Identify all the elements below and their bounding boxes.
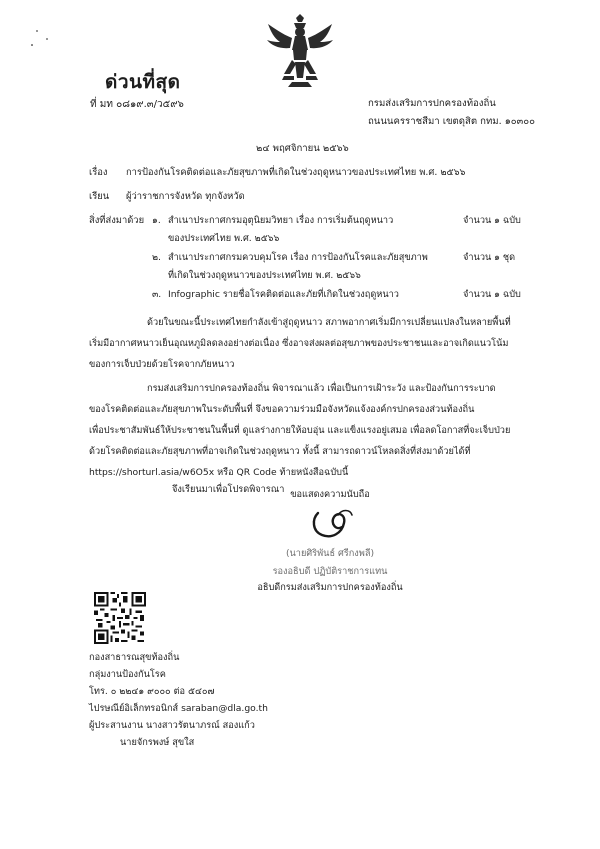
footer-coordinator: นายจักรพงษ์ สุขใส: [120, 737, 195, 748]
enclosure-text: ของประเทศไทย พ.ศ. ๒๕๖๖: [168, 233, 280, 244]
paragraph-background: [89, 312, 559, 375]
recipient-text: ผู้ว่าราชการจังหวัด ทุกจังหวัด: [125, 191, 245, 202]
footer-group: กลุ่มงานป้องกันโรค: [89, 669, 166, 680]
recipient-line: [89, 191, 245, 203]
scan-speck: [46, 38, 48, 40]
paragraph-line: เริ่มมีอากาศหนาวเย็นอุณหภูมิลดลงอย่างต่อเนื่อง ซึ่งอาจส่งผลต่อสุขภาพของประชาชนและอาจเกิดแนวโน้ม: [89, 338, 509, 349]
paragraph-line: ด้วยในขณะนี้ประเทศไทยกำลังเข้าสู่ฤดูหนาว สภาพอากาศเริ่มมีการเปลี่ยนแปลงในหลายพื้นที่: [147, 317, 511, 328]
paragraph-request: [89, 378, 559, 483]
closing-line: จึงเรียนมาเพื่อโปรดพิจารณา: [172, 484, 285, 495]
subject-text: การป้องกันโรคติดต่อและภัยสุขภาพที่เกิดในช่วงฤดูหนาวของประเทศไทย พ.ศ. ๒๕๖๖: [125, 167, 466, 178]
enclosure-num: ๑.: [152, 215, 161, 226]
paragraph-line: เพื่อประชาสัมพันธ์ให้ประชาชนในพื้นที่ ดูแลร่างกายให้อบอุ่น และแข็งแรงอยู่เสมอ เพื่อลดโอกาสที่จะเจ็บป่วย: [89, 425, 511, 436]
footer-phone: โทร. ๐ ๒๒๔๑ ๙๐๐๐ ต่อ ๕๔๐๗: [89, 686, 215, 697]
subject-line: [89, 167, 466, 179]
garuda-emblem-icon: [266, 14, 334, 88]
paragraph-line: https://shorturl.asia/w6O5x หรือ QR Code ท้ายหนังสือฉบับนี้: [89, 467, 349, 478]
paragraph-line: กรมส่งเสริมการปกครองท้องถิ่น พิจารณาแล้ว เพื่อเป็นการเฝ้าระวัง และป้องกันการระบาด: [147, 383, 496, 394]
signatory-name: (นายศิริพันธ์ ศรีกงพลี): [285, 548, 375, 559]
sender-address: ถนนนครราชสีมา เขตดุสิต กทม. ๑๐๓๐๐: [368, 116, 535, 127]
regards-text: ขอแสดงความนับถือ: [290, 489, 370, 500]
enclosure-num: ๓.: [152, 289, 162, 300]
paragraph-line: ของโรคติดต่อและภัยสุขภาพในระดับพื้นที่ จึงขอความร่วมมือจังหวัดแจ้งองค์กรปกครองส่วนท้องถิ่น: [89, 404, 475, 415]
footer-coordinator: ผู้ประสานงาน นางสาวรัตนาภรณ์ สองแก้ว: [89, 720, 255, 731]
document-date: ๒๔ พฤศจิกายน ๒๕๖๖: [256, 143, 349, 154]
scan-speck: [36, 30, 38, 32]
paragraph-line: ของการเจ็บป่วยด้วยโรคจากภัยหนาว: [89, 359, 235, 370]
footer-email: ไปรษณีย์อิเล็กทรอนิกส์ saraban@dla.go.th: [89, 703, 268, 714]
enclosure-num: ๒.: [152, 252, 161, 263]
sender-organization: กรมส่งเสริมการปกครองท้องถิ่น: [368, 98, 496, 109]
signatory-position: รองอธิบดี ปฏิบัติราชการแทน: [272, 566, 388, 577]
urgent-stamp: ด่วนที่สุด: [105, 71, 181, 93]
recipient-label: เรียน: [89, 191, 110, 202]
enclosures-label: สิ่งที่ส่งมาด้วย: [89, 215, 145, 226]
enclosure-text: สำเนาประกาศกรมควบคุมโรค เรื่อง การป้องกันโรคและภัยสุขภาพ: [168, 252, 428, 263]
document-number: ที่ มท ๐๘๑๙.๓/ว๕๙๖: [90, 99, 184, 110]
enclosure-qty: จำนวน ๑ ฉบับ: [463, 215, 521, 226]
enclosure-text: สำเนาประกาศกรมอุตุนิยมวิทยา เรื่อง การเริ่มต้นฤดูหนาว: [168, 215, 394, 226]
subject-label: เรื่อง: [89, 167, 108, 178]
scan-speck: [31, 44, 33, 46]
handwritten-signature-icon: [308, 505, 358, 541]
enclosure-qty: จำนวน ๑ ชุด: [463, 252, 516, 263]
enclosure-text: Infographic รายชื่อโรคติดต่อและภัยที่เกิดในช่วงฤดูหนาว: [168, 289, 399, 300]
enclosure-text: ที่เกิดในช่วงฤดูหนาวของประเทศไทย พ.ศ. ๒๕๖๖: [168, 270, 361, 281]
signatory-title: อธิบดีกรมส่งเสริมการปกครองท้องถิ่น: [257, 582, 403, 593]
enclosure-qty: จำนวน ๑ ฉบับ: [463, 289, 521, 300]
contact-footer: [89, 649, 268, 751]
footer-division: กองสาธารณสุขท้องถิ่น: [89, 652, 180, 663]
paragraph-line: ด้วยโรคติดต่อและภัยสุขภาพที่อาจเกิดในช่วงฤดูหนาว ทั้งนี้ สามารถดาวน์โหลดสิ่งที่ส่งมาด้วยได้ที่: [89, 446, 471, 457]
qr-code-icon: [94, 592, 146, 644]
